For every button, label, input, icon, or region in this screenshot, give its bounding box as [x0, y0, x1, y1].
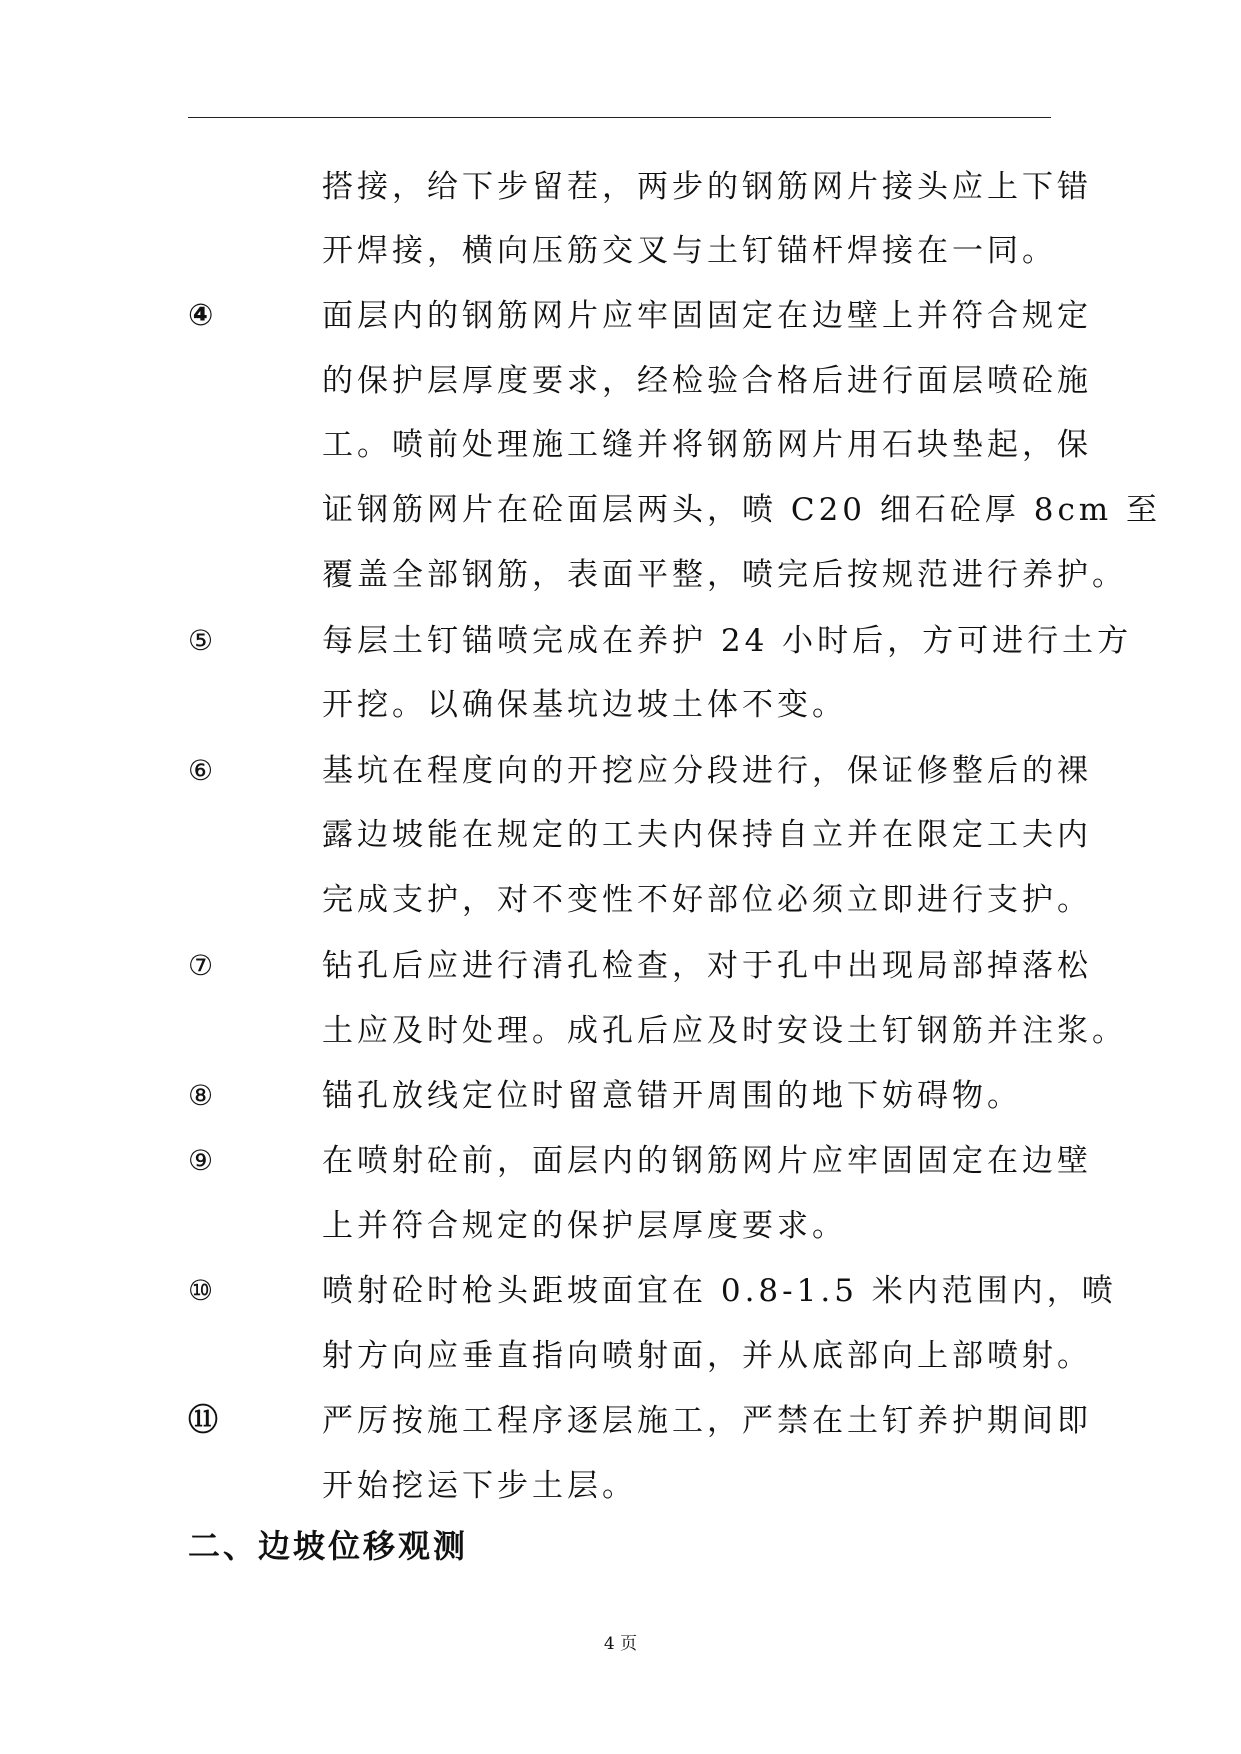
paragraph-line: 的保护层厚度要求，经检验合格后进行面层喷砼施: [322, 363, 1092, 399]
paragraph-line: 喷射砼时枪头距坡面宜在 0.8-1.5 米内范围内，喷: [322, 1273, 1117, 1309]
list-marker: ⑥: [188, 754, 214, 787]
paragraph-line: 证钢筋网片在砼面层两头，喷 C20 细石砼厚 8cm 至: [322, 492, 1162, 528]
paragraph-line: 射方向应垂直指向喷射面，并从底部向上部喷射。: [322, 1338, 1092, 1374]
list-marker: ⑤: [188, 624, 214, 657]
list-marker: ⑨: [188, 1144, 214, 1177]
paragraph-line: 开挖。以确保基坑边坡土体不变。: [322, 687, 847, 723]
paragraph-line: 覆盖全部钢筋，表面平整，喷完后按规范进行养护。: [322, 557, 1127, 593]
paragraph-line: 基坑在程度向的开挖应分段进行，保证修整后的裸: [322, 753, 1092, 789]
list-marker: ⑪: [188, 1403, 218, 1438]
paragraph-line: 开焊接，横向压筋交叉与土钉锚杆焊接在一同。: [322, 233, 1057, 269]
list-marker: ⑦: [188, 949, 214, 982]
paragraph-line: 土应及时处理。成孔后应及时安设土钉钢筋并注浆。: [322, 1013, 1127, 1049]
section-heading: 二、边坡位移观测: [188, 1527, 469, 1565]
list-marker: ④: [188, 298, 214, 333]
paragraph-line: 上并符合规定的保护层厚度要求。: [322, 1208, 847, 1244]
paragraph-line: 露边坡能在规定的工夫内保持自立并在限定工夫内: [322, 817, 1092, 853]
paragraph-line: 开始挖运下步土层。: [322, 1468, 637, 1504]
paragraph-line: 每层土钉锚喷完成在养护 24 小时后，方可进行土方: [322, 623, 1133, 659]
paragraph-line: 工。喷前处理施工缝并将钢筋网片用石块垫起，保: [322, 427, 1092, 463]
paragraph-line: 完成支护，对不变性不好部位必须立即进行支护。: [322, 882, 1092, 918]
page-number: 4 页: [603, 1634, 638, 1654]
paragraph-line: 搭接，给下步留茬，两步的钢筋网片接头应上下错: [322, 169, 1092, 205]
paragraph-line: 在喷射砼前，面层内的钢筋网片应牢固固定在边壁: [322, 1143, 1092, 1179]
paragraph-line: 严厉按施工程序逐层施工，严禁在土钉养护期间即: [322, 1403, 1092, 1439]
paragraph-line: 面层内的钢筋网片应牢固固定在边壁上并符合规定: [322, 298, 1092, 334]
list-marker: ⑧: [188, 1079, 214, 1112]
list-marker: ⑩: [188, 1274, 214, 1307]
paragraph-line: 钻孔后应进行清孔检查，对于孔中出现局部掉落松: [322, 948, 1092, 984]
paragraph-line: 锚孔放线定位时留意错开周围的地下妨碍物。: [322, 1078, 1022, 1114]
header-rule: [188, 117, 1051, 118]
